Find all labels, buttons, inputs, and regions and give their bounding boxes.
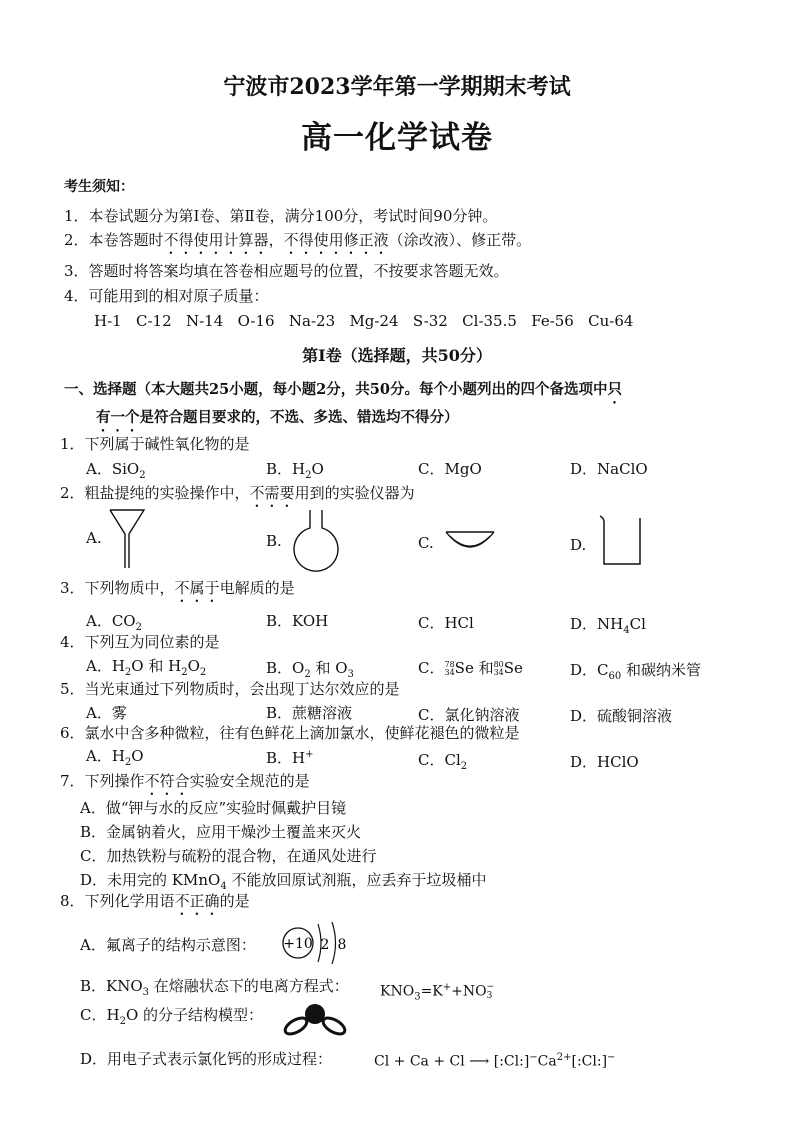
section-instructions-line1: 一、选择题（本大题共25小题，每小题2分，共50分。每个小题列出的四个备选项中只 <box>64 381 622 398</box>
q8-option-d[interactable]: D．用电子式表示氯化钙的形成过程： <box>80 1050 333 1068</box>
atomic-mass: S-32 <box>412 312 448 330</box>
q7-option-b[interactable]: B．金属钠着火，应用干燥沙土覆盖来灭火 <box>80 823 362 841</box>
electron-shell-2: 8 <box>337 937 347 953</box>
notice-item-3: 3．答题时将答案均填在答卷相应题号的位置，不按要求答题无效。 <box>64 262 509 280</box>
q6-option-b[interactable]: B．H+ <box>266 749 314 767</box>
evaporating-dish-icon <box>444 528 498 556</box>
atomic-mass: Na-23 <box>288 312 336 330</box>
q1-option-d[interactable]: D．NaClO <box>570 460 648 478</box>
q4-option-d[interactable]: D．$C_{60}$ 和碳纳米管 <box>570 661 702 682</box>
part1-heading: 第Ⅰ卷（选择题，共50分） <box>302 346 492 365</box>
q4-option-a[interactable]: A．$H_2O$ 和 $H_2O_2$ <box>86 657 207 678</box>
q2-option-b[interactable]: B. <box>266 532 282 550</box>
q2-option-d[interactable]: D. <box>570 536 587 554</box>
q7-stem: 7．下列操作不符合实验安全规范的是 <box>60 772 310 790</box>
funnel-icon <box>108 508 148 570</box>
notice-item-4: 4．可能用到的相对原子质量： <box>64 287 269 305</box>
q8-option-b[interactable]: B．$KNO_3$ 在熔融状态下的电离方程式： <box>80 977 349 998</box>
atomic-mass-list <box>94 312 633 330</box>
notice-item-2: 2．本卷答题时不得使用计算器，不得使用修正液（涂改液）、修正带。 <box>64 231 532 249</box>
nucleus-charge: +10 <box>283 936 313 952</box>
q7-option-a[interactable]: A．做“钾与水的反应”实验时佩戴护目镜 <box>80 799 347 817</box>
atomic-mass: C-12 <box>136 312 172 330</box>
q6-option-c[interactable]: C．$Cl_2$ <box>418 751 468 772</box>
q8-option-c[interactable]: C．$H_2O$ 的分子结构模型： <box>80 1006 264 1027</box>
q4-option-c[interactable]: C．78 34Se 和80 34Se <box>418 659 523 677</box>
q6-option-a[interactable]: A．$H_2O$ <box>86 747 144 768</box>
fluoride-ion-structure-diagram <box>280 918 360 968</box>
atomic-mass: O-16 <box>237 312 275 330</box>
notice-item-1: 1．本卷试题分为第Ⅰ卷、第Ⅱ卷，满分100分，考试时间90分钟。 <box>64 207 498 225</box>
calcium-chloride-formation: Cl + Ca + Cl ⟶ $[:Cl:]^-Ca^{2+}[:Cl:]^-$ <box>374 1052 616 1070</box>
q3-stem: 3．下列物质中，不属于电解质的是 <box>60 579 295 597</box>
q5-stem: 5．当光束通过下列物质时，会出现丁达尔效应的是 <box>60 680 400 698</box>
q3-option-b[interactable]: B．KOH <box>266 612 329 630</box>
q8-option-a[interactable]: A．氟离子的结构示意图： <box>80 936 256 954</box>
water-molecule-model-icon <box>282 1002 348 1038</box>
q5-option-c[interactable]: C．氯化钠溶液 <box>418 706 520 724</box>
q3-option-a[interactable]: A．$CO_2$ <box>86 612 142 633</box>
atomic-mass: H-1 <box>94 312 122 330</box>
exam-subtitle: 高一化学试卷 <box>301 120 493 156</box>
q7-option-d[interactable]: D．未用完的 KMnO$_4$ 不能放回原试剂瓶，应丢弃于垃圾桶中 <box>80 871 487 892</box>
q5-option-b[interactable]: B．蔗糖溶液 <box>266 704 353 722</box>
q7-option-c[interactable]: C．加热铁粉与硫粉的混合物，在通风处进行 <box>80 847 377 865</box>
q2-option-a[interactable]: A. <box>86 529 102 547</box>
atomic-mass: N-14 <box>185 312 224 330</box>
q6-stem: 6．氯水中含多种微粒，往有色鲜花上滴加氯水，使鲜花褪色的微粒是 <box>60 724 520 742</box>
q5-option-d[interactable]: D．硫酸铜溶液 <box>570 707 673 725</box>
reaction-arrow-icon: ⟶ <box>469 1053 490 1070</box>
q3-option-d[interactable]: D．$NH_4Cl$ <box>570 615 646 636</box>
q4-option-b[interactable]: B．$O_2$ 和 $O_3$ <box>266 659 354 680</box>
atomic-mass: Mg-24 <box>349 312 399 330</box>
q8-stem: 8．下列化学用语不正确的是 <box>60 892 250 910</box>
atomic-mass: Cl-35.5 <box>462 312 517 330</box>
section-instructions-line2: 有一个是符合题目要求的，不选、多选、错选均不得分） <box>96 409 459 426</box>
electron-shell-1: 2 <box>320 937 330 953</box>
kno3-ionization-equation: $KNO_3=K^++NO-$ 3 <box>380 981 495 1003</box>
atomic-mass: Fe-56 <box>531 312 574 330</box>
exam-title: 宁波市2023学年第一学期期末考试 <box>223 74 571 100</box>
beaker-icon <box>598 514 646 568</box>
q3-option-c[interactable]: C．HCl <box>418 614 474 632</box>
q1-option-a[interactable]: A．SiO$_2$ <box>86 460 146 481</box>
q6-option-d[interactable]: D．HClO <box>570 753 639 771</box>
q1-option-b[interactable]: B．$H_2O$ <box>266 460 324 481</box>
q1-option-c[interactable]: C．MgO <box>418 460 482 478</box>
q1-stem: 1．下列属于碱性氧化物的是 <box>60 435 250 453</box>
q2-stem: 2．粗盐提纯的实验操作中，不需要用到的实验仪器为 <box>60 484 415 502</box>
q4-stem: 4．下列互为同位素的是 <box>60 633 220 651</box>
notice-heading: 考生须知： <box>64 179 134 195</box>
q2-option-c[interactable]: C. <box>418 534 434 552</box>
atomic-mass: Cu-64 <box>588 312 634 330</box>
round-bottom-flask-icon <box>290 508 342 570</box>
q5-option-a[interactable]: A．雾 <box>86 704 127 722</box>
